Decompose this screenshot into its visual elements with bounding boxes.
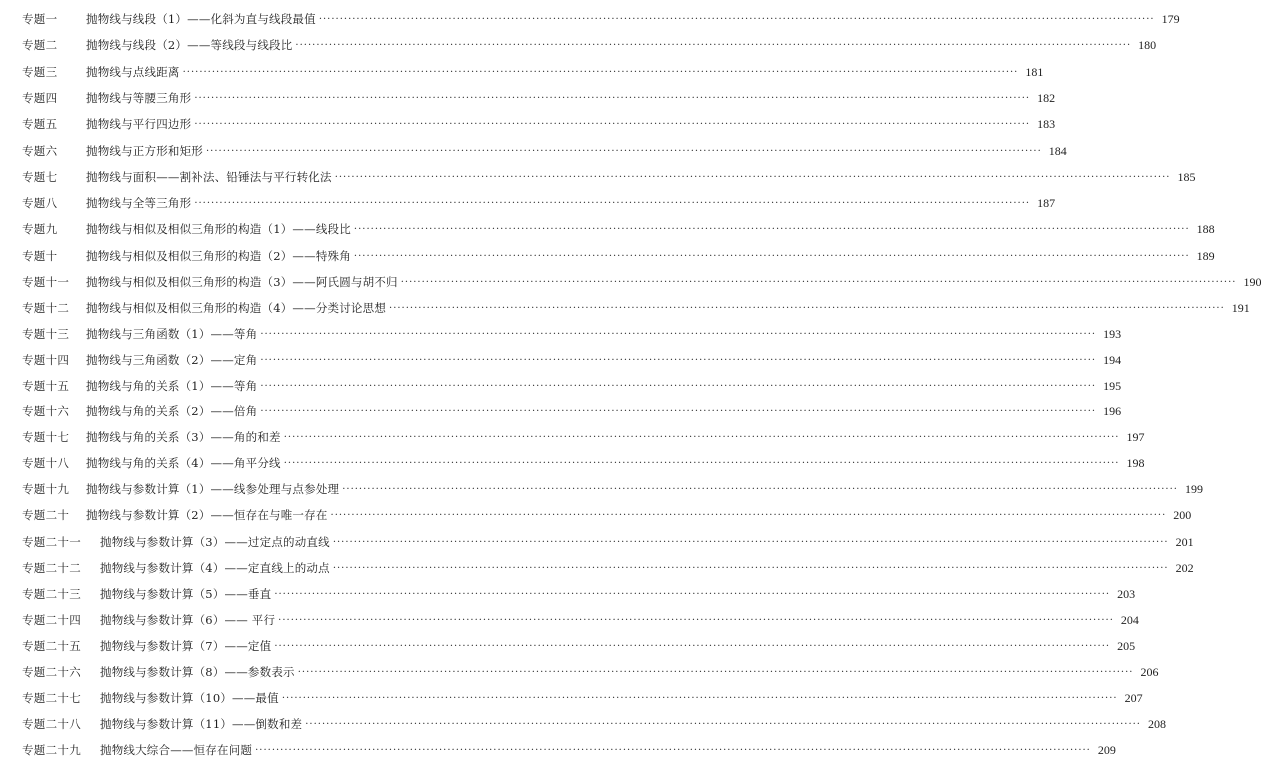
leader-dots: ········································································································································································································ — [332, 536, 1169, 548]
toc-entry-label: 专题五 — [22, 117, 58, 131]
toc-entry-page: 179 — [1161, 11, 1180, 26]
toc-entry[interactable] — [22, 350, 1122, 370]
toc-entry-page: 180 — [1138, 37, 1157, 52]
toc-entry-page: 189 — [1196, 248, 1215, 263]
toc-entry-title: 抛物线与参数计算（3）——过定点的动直线 — [100, 535, 330, 549]
toc-entry[interactable] — [22, 401, 1122, 421]
toc-entry-page: 207 — [1124, 690, 1143, 705]
leader-dots: ········································································································································································································ — [330, 509, 1167, 521]
toc-entry-page: 201 — [1175, 534, 1194, 549]
toc-entry-title: 抛物线与角的关系（1）——等角 — [86, 379, 258, 393]
toc-entry-label: 专题二 — [22, 38, 58, 52]
toc-entry-label: 专题二十三 — [22, 587, 81, 601]
toc-entry[interactable] — [22, 688, 1143, 708]
leader-dots: ········································································································································································································ — [334, 171, 1171, 183]
toc-entry-label: 专题二十九 — [22, 743, 81, 757]
toc-entry-label: 专题二十五 — [22, 639, 81, 653]
leader-dots: ········································································································································································································ — [389, 302, 1225, 314]
toc-entry-title: 抛物线与参数计算（6）—— 平行 — [100, 613, 276, 627]
toc-entry-page: 206 — [1140, 664, 1159, 679]
toc-entry[interactable] — [22, 453, 1145, 473]
toc-entry-page: 191 — [1231, 300, 1250, 315]
toc-entry-title: 抛物线与参数计算（10）——最值 — [100, 691, 279, 705]
toc-entry-label: 专题一 — [22, 12, 58, 26]
toc-entry-label: 专题十八 — [22, 456, 70, 470]
toc-entry-label: 专题十五 — [22, 379, 70, 393]
toc-entry-title: 抛物线与三角函数（2）——定角 — [86, 353, 258, 367]
leader-dots: ········································································································································································································ — [278, 614, 1114, 626]
toc-entry[interactable] — [22, 114, 1056, 134]
toc-entry[interactable] — [22, 505, 1192, 525]
toc-entry[interactable] — [22, 88, 1056, 108]
toc-entry[interactable] — [22, 740, 1116, 760]
toc-entry-label: 专题十二 — [22, 301, 70, 315]
toc-entry[interactable] — [22, 246, 1215, 266]
toc-entry[interactable] — [22, 62, 1044, 82]
toc-entry-page: 199 — [1184, 481, 1203, 496]
leader-dots: ········································································································································································································ — [283, 431, 1120, 443]
toc-entry-label: 专题二十八 — [22, 717, 81, 731]
toc-entry[interactable] — [22, 558, 1194, 578]
toc-entry-title: 抛物线与全等三角形 — [86, 196, 192, 210]
toc-entry-label: 专题二十六 — [22, 665, 81, 679]
leader-dots: ········································································································································································································ — [260, 380, 1097, 392]
leader-dots: ········································································································································································································ — [283, 457, 1120, 469]
toc-entry-title: 抛物线与参数计算（8）——参数表示 — [100, 665, 295, 679]
toc-entry-page: 187 — [1037, 195, 1056, 210]
leader-dots: ········································································································································································································ — [194, 118, 1031, 130]
toc-entry-page: 195 — [1103, 378, 1122, 393]
toc-entry[interactable] — [22, 272, 1261, 292]
toc-entry-title: 抛物线与线段（2）——等线段与线段比 — [86, 38, 293, 52]
leader-dots: ········································································································································································································ — [332, 562, 1169, 574]
toc-entry-title: 抛物线与正方形和矩形 — [86, 144, 203, 158]
toc-entry-title: 抛物线与参数计算（4）——定直线上的动点 — [100, 561, 330, 575]
toc-entry-title: 抛物线与参数计算（5）——垂直 — [100, 587, 272, 601]
toc-entry-page: 182 — [1037, 90, 1056, 105]
leader-dots: ········································································································································································································ — [353, 223, 1190, 235]
toc-entry-label: 专题七 — [22, 170, 58, 184]
toc-entry-label: 专题四 — [22, 91, 58, 105]
toc-entry-label: 专题六 — [22, 144, 58, 158]
toc-entry-title: 抛物线与参数计算（11）——倒数和差 — [100, 717, 303, 731]
toc-entry-title: 抛物线大综合——恒存在问题 — [100, 743, 253, 757]
toc-entry-title: 抛物线与相似及相似三角形的构造（3）——阿氏圆与胡不归 — [86, 275, 398, 289]
toc-entry-page: 196 — [1103, 403, 1122, 418]
toc-entry-label: 专题十一 — [22, 275, 70, 289]
toc-entry[interactable] — [22, 324, 1122, 344]
toc-entry-label: 专题十七 — [22, 430, 70, 444]
leader-dots: ········································································································································································································ — [353, 250, 1190, 262]
leader-dots: ········································································································································································································ — [274, 640, 1111, 652]
toc-entry[interactable] — [22, 584, 1136, 604]
toc-entry-page: 202 — [1175, 560, 1194, 575]
toc-entry[interactable] — [22, 219, 1215, 239]
toc-entry-title: 抛物线与参数计算（7）——定值 — [100, 639, 272, 653]
toc-entry[interactable] — [22, 610, 1139, 630]
leader-dots: ········································································································································································································ — [400, 276, 1237, 288]
toc-entry-page: 181 — [1025, 64, 1044, 79]
toc-entry-label: 专题十六 — [22, 404, 70, 418]
leader-dots: ········································································································································································································ — [194, 92, 1031, 104]
toc-entry-page: 200 — [1173, 507, 1192, 522]
toc-entry-label: 专题二十四 — [22, 613, 81, 627]
leader-dots: ········································································································································································································ — [295, 39, 1132, 51]
toc-entry-page: 184 — [1048, 143, 1067, 158]
toc-entry-title: 抛物线与参数计算（1）——线参处理与点参处理 — [86, 482, 340, 496]
toc-entry[interactable] — [22, 532, 1194, 552]
toc-entry[interactable] — [22, 479, 1203, 499]
toc-entry[interactable] — [22, 636, 1136, 656]
toc-entry[interactable] — [22, 298, 1250, 318]
toc-entry-title: 抛物线与参数计算（2）——恒存在与唯一存在 — [86, 508, 328, 522]
toc-entry-title: 抛物线与相似及相似三角形的构造（4）——分类讨论思想 — [86, 301, 387, 315]
toc-entry-label: 专题八 — [22, 196, 58, 210]
toc-entry-label: 专题二十七 — [22, 691, 81, 705]
leader-dots: ········································································································································································································ — [297, 666, 1134, 678]
leader-dots: ········································································································································································································ — [260, 405, 1097, 417]
leader-dots: ········································································································································································································ — [260, 354, 1097, 366]
leader-dots: ········································································································································································································ — [274, 588, 1111, 600]
toc-entry-page: 203 — [1117, 586, 1136, 601]
toc-entry[interactable] — [22, 662, 1159, 682]
toc-entry-page: 197 — [1126, 429, 1145, 444]
toc-entry[interactable] — [22, 193, 1056, 213]
toc-entry-page: 193 — [1103, 326, 1122, 341]
toc-entry-title: 抛物线与等腰三角形 — [86, 91, 192, 105]
toc-entry-title: 抛物线与点线距离 — [86, 65, 180, 79]
toc-entry-page: 190 — [1243, 274, 1261, 289]
toc-entry-page: 188 — [1196, 221, 1215, 236]
toc-entry[interactable] — [22, 427, 1145, 447]
toc-entry[interactable] — [22, 141, 1067, 161]
leader-dots: ········································································································································································································ — [182, 66, 1019, 78]
toc-entry-title: 抛物线与角的关系（4）——角平分线 — [86, 456, 281, 470]
toc-entry-label: 专题三 — [22, 65, 58, 79]
toc-entry-page: 194 — [1103, 352, 1122, 367]
toc-entry-label: 专题二十一 — [22, 535, 81, 549]
toc-entry-page: 209 — [1097, 742, 1116, 757]
toc-entry-label: 专题十三 — [22, 327, 70, 341]
toc-entry[interactable] — [22, 714, 1166, 734]
toc-entry-title: 抛物线与面积——割补法、铅锤法与平行转化法 — [86, 170, 332, 184]
toc-entry-label: 专题二十 — [22, 508, 70, 522]
leader-dots: ········································································································································································································ — [260, 328, 1097, 340]
leader-dots: ········································································································································································································ — [255, 744, 1091, 756]
toc-entry[interactable] — [22, 9, 1180, 29]
toc-entry-title: 抛物线与平行四边形 — [86, 117, 192, 131]
toc-entry-label: 专题十九 — [22, 482, 70, 496]
toc-entry-page: 208 — [1147, 716, 1166, 731]
toc-entry-title: 抛物线与相似及相似三角形的构造（1）——线段比 — [86, 222, 351, 236]
leader-dots: ········································································································································································································ — [206, 145, 1042, 157]
toc-entry-title: 抛物线与角的关系（2）——倍角 — [86, 404, 258, 418]
leader-dots: ········································································································································································································ — [281, 692, 1118, 704]
toc-entry-page: 185 — [1177, 169, 1196, 184]
leader-dots: ········································································································································································································ — [342, 483, 1178, 495]
toc-entry-label: 专题九 — [22, 222, 58, 236]
toc-entry[interactable] — [22, 35, 1157, 55]
toc-entry[interactable] — [22, 167, 1196, 187]
toc-entry-page: 205 — [1117, 638, 1136, 653]
leader-dots: ········································································································································································································ — [305, 718, 1141, 730]
toc-entry-title: 抛物线与线段（1）——化斜为直与线段最值 — [86, 12, 316, 26]
toc-entry-title: 抛物线与相似及相似三角形的构造（2）——特殊角 — [86, 249, 351, 263]
toc-entry-label: 专题二十二 — [22, 561, 81, 575]
toc-entry[interactable] — [22, 376, 1122, 396]
toc-entry-page: 204 — [1120, 612, 1139, 627]
leader-dots: ········································································································································································································ — [318, 13, 1155, 25]
toc-entry-page: 198 — [1126, 455, 1145, 470]
toc-entry-title: 抛物线与三角函数（1）——等角 — [86, 327, 258, 341]
toc-entry-label: 专题十四 — [22, 353, 70, 367]
toc-entry-label: 专题十 — [22, 249, 58, 263]
toc-entry-page: 183 — [1037, 116, 1056, 131]
toc-entry-title: 抛物线与角的关系（3）——角的和差 — [86, 430, 281, 444]
leader-dots: ········································································································································································································ — [194, 197, 1031, 209]
